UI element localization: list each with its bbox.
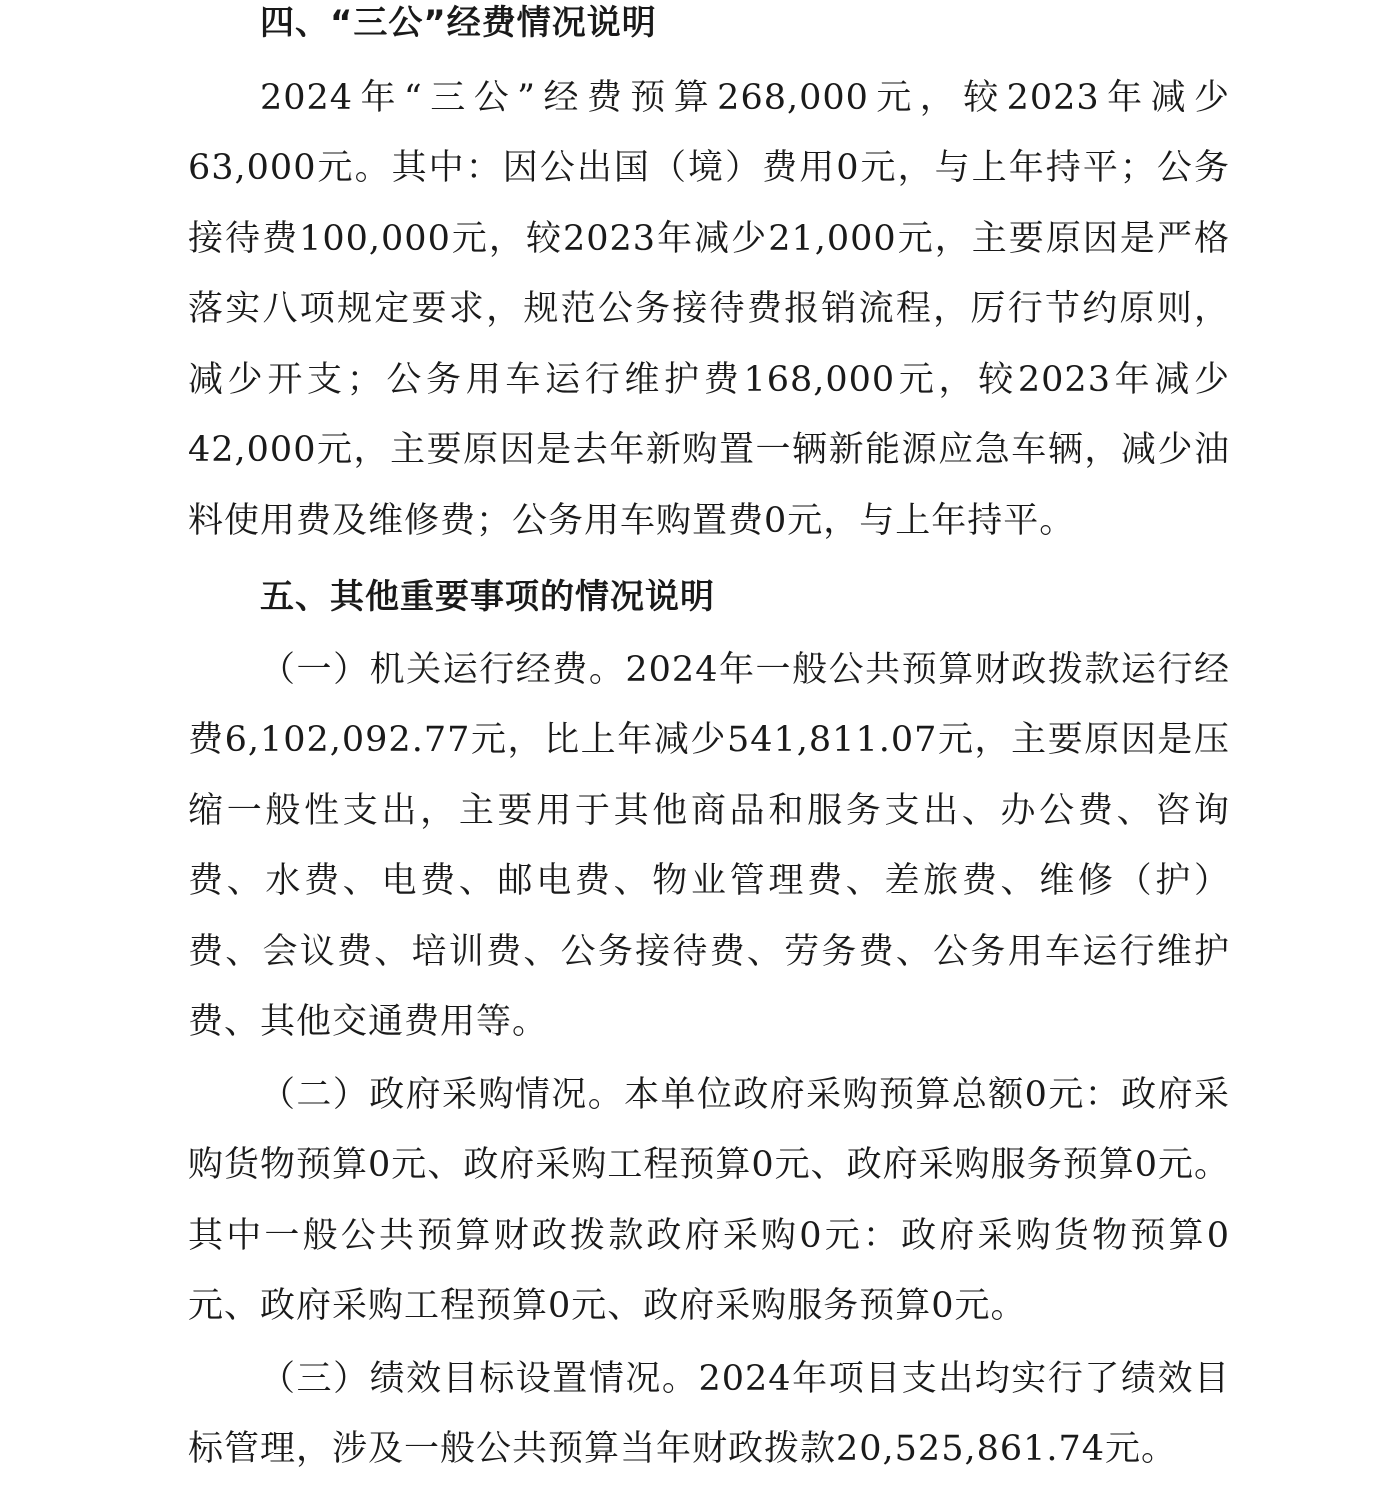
- section-4-paragraph: 2024年“三公”经费预算268,000元，较2023年减少63,000元。其中：因公出国（境）费用0元，与上年持平；公务接待费100,000元，较2023年减少21,000元，主要原因是严格落实八项规定要求，规范公务接待费报销流程，厉行节约原则，减少开支；公务用车运行维护费168,000元，较2023年减少42,000元，主要原因是去年新购置一辆新能源应急车辆，减少油料使用费及维修费；公务用车购置费0元，与上年持平。: [188, 77, 1230, 541]
- section-4-heading: 四、“三公”经费情况说明: [260, 3, 657, 43]
- government-procurement-paragraph: （二）政府采购情况。本单位政府采购预算总额0元：政府采购货物预算0元、政府采购工程预算0元、政府采购服务预算0元。其中一般公共预算财政拨款政府采购0元：政府采购货物预算0元、政府采购工程预算0元、政府采购服务预算0元。: [188, 1074, 1230, 1326]
- performance-goals-paragraph: （三）绩效目标设置情况。2024年项目支出均实行了绩效目标管理，涉及一般公共预算当年财政拨款20,525,861.74元。: [188, 1358, 1230, 1469]
- document-page: [188, 0, 1230, 1485]
- section-5-heading: 五、其他重要事项的情况说明: [260, 577, 715, 617]
- operating-expenses-paragraph: （一）机关运行经费。2024年一般公共预算财政拨款运行经费6,102,092.77元，比上年减少541,811.07元，主要原因是压缩一般性支出，主要用于其他商品和服务支出、办公费、咨询费、水费、电费、邮电费、物业管理费、差旅费、维修（护）费、会议费、培训费、公务接待费、劳务费、公务用车运行维护费、其他交通费用等。: [188, 649, 1230, 1042]
